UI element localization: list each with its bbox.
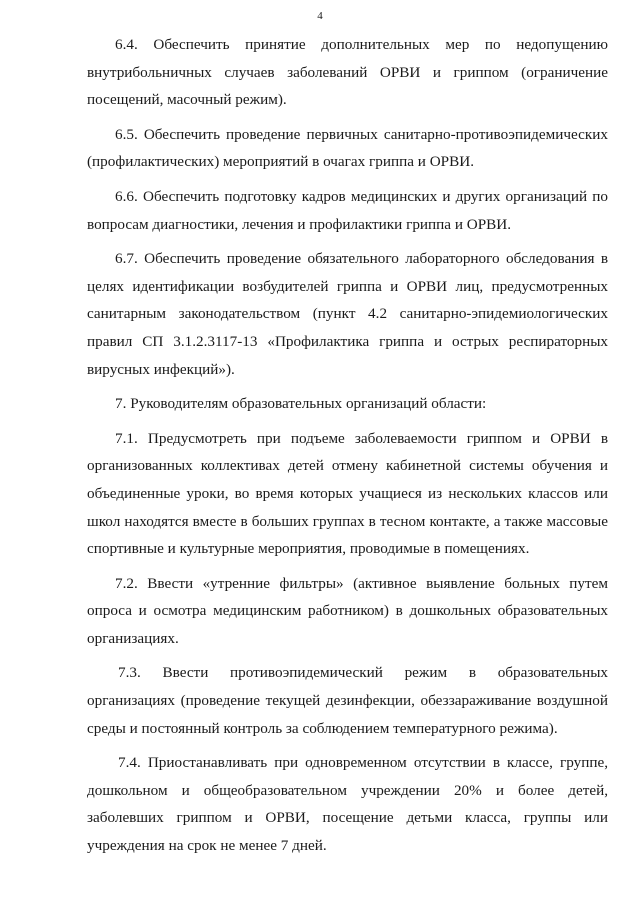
page-number: 4 [317, 10, 323, 22]
paragraph-7-4: 7.4. Приостанавливать при одновременном отсутствии в классе, группе, дошкольном и общеобразовательном учреждении 20% и более детей, заболевших гриппом и ОРВИ, посещение детьми класса, группы или учреждения на срок не менее 7 дней. [87, 754, 608, 855]
paragraph-7-2: 7.2. Ввести «утренние фильтры» (активное выявление больных путем опроса и осмотра медицинским работником) в дошкольных образовательных организациях. [87, 574, 608, 647]
paragraph-6-4: 6.4. Обеспечить принятие дополнительных мер по недопущению внутрибольничных случаев заболеваний ОРВИ и гриппом (ограничение посещений, масочный режим). [87, 36, 608, 109]
paragraph-6-6: 6.6. Обеспечить подготовку кадров медицинских и других организаций по вопросам диагностики, лечения и профилактики гриппа и ОРВИ. [87, 187, 608, 233]
paragraph-7-3: 7.3. Ввести противоэпидемический режим в образовательных организациях (проведение текущей дезинфекции, обеззараживание воздушной среды и постоянный контроль за соблюдением температурного режима). [87, 664, 608, 737]
paragraph-6-7: 6.7. Обеспечить проведение обязательного лабораторного обследования в целях идентификации возбудителей гриппа и ОРВИ лиц, предусмотренных санитарным законодательством (пункт 4.2 санитарно-эпидемиологических правил СП 3.1.2.3117-13 «Профилактика гриппа и острых респираторных вирусных инфекций»). [87, 250, 608, 378]
document-body [87, 31, 608, 867]
paragraph-6-5: 6.5. Обеспечить проведение первичных санитарно-противоэпидемических (профилактических) мероприятий в очагах гриппа и ОРВИ. [87, 125, 608, 171]
section-7-heading: 7. Руководителям образовательных организаций области: [115, 395, 487, 413]
paragraph-7-1: 7.1. Предусмотреть при подъеме заболеваемости гриппом и ОРВИ в организованных коллективах детей отмену кабинетной системы обучения и объединенные уроки, во время которых учащиеся из нескольких классов или школ находятся вместе в больших группах в тесном контакте, а также массовые спортивные и культурные мероприятия, проводимые в помещениях. [87, 429, 608, 558]
